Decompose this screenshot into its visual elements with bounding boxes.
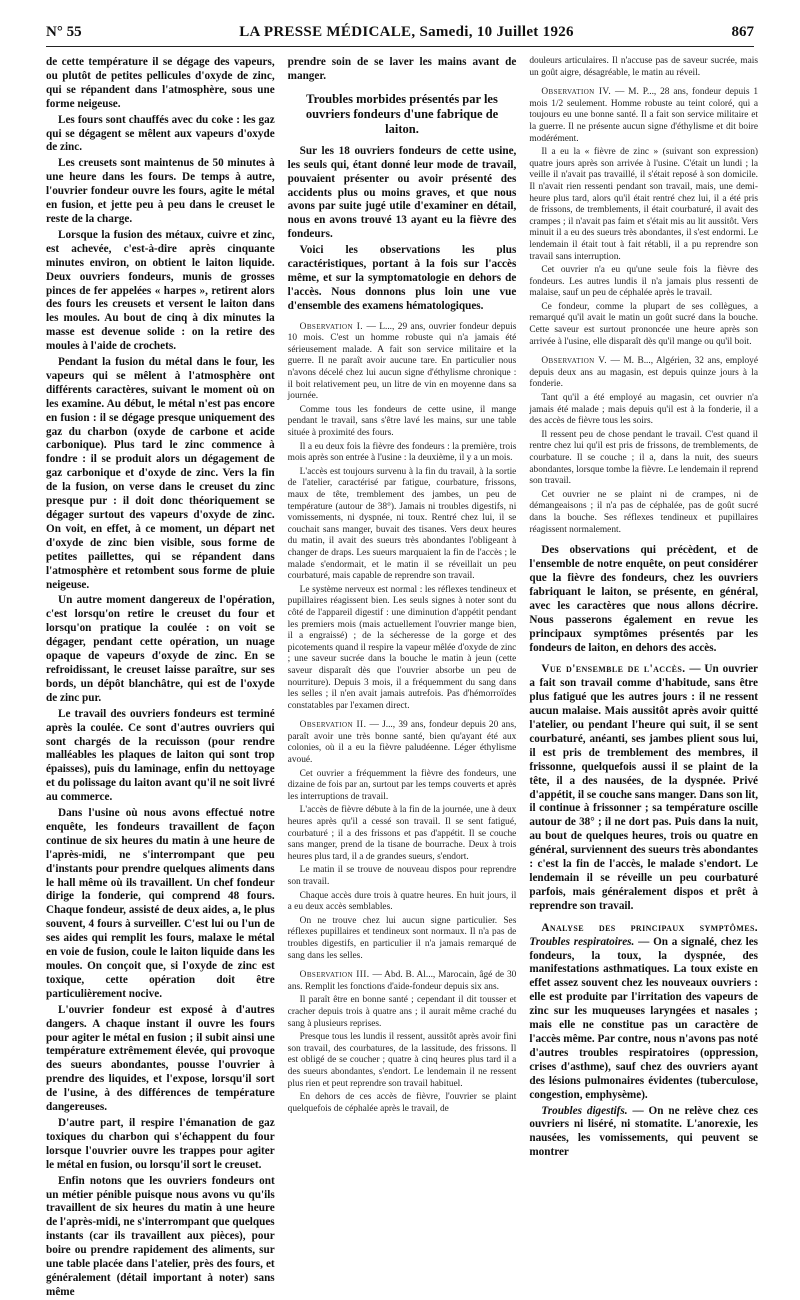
observation-lead: Observation V.: [541, 356, 608, 367]
small-paragraph: Tant qu'il a été employé au magasin, cet ouvrier n'a jamais été malade ; mais depuis qu'il est à la fonderie, il a des accès de fièvre tous les soirs.: [529, 393, 759, 427]
small-paragraph: Presque tous les lundis il ressent, aussitôt après avoir fini son travail, des courbatures, de la lassitude, des frissons. Il est obligé de se coucher ; quatre à cinq heures plus tard il a des sueurs abondantes, s'endort. Le lendemain il ne ressent plus rien et peut reprendre son travail habituel.: [287, 1032, 517, 1089]
paragraph: Le travail des ouvriers fondeurs est terminé après la coulée. Ce sont d'autres ouvriers qui sont chargés de la recuisson (pour rendre malléables les plaques de laiton qui sont trop épaisses), puis du laminage, enfin du nettoyage et du polissage du laiton avant qu'il ne soit livré au commerce.: [46, 707, 275, 804]
section-lead: Analyse des principaux symptômes.: [541, 921, 759, 934]
paragraph: L'ouvrier fondeur est exposé à d'autres dangers. A chaque instant il ouvre les fours pour agiter le métal en fusion ; il subit ainsi une température extrêmement élevée, qui provoque des sueurs abondantes, pousse l'ouvrier à prendre des liquides, et l'expose, lorsqu'il sort de l'usine, à des différences de température dangereuses.: [46, 1003, 275, 1114]
small-paragraph: Le système nerveux est normal : les réflexes tendineux et pupillaires réagissent bien. Les seuls signes à noter sont du côté de l'appareil digestif : une diminution d'appétit pendant les premiers mois (mais actuellement l'ouvrier mange bien, il a engraissé) ; de la sécheresse de la gorge et des picotements quand il respire la vapeur mêlée d'oxyde de zinc ; une saveur sucrée dans la bouche le matin à jeun (cette saveur disparaît dès que l'ouvrier absorbe un peu de nourriture). Depuis 3 mois, il a fréquemment du sang dans les selles ; il n'en avait jamais autrefois. Pas d'hémorroïdes constatables par l'examen direct.: [287, 584, 517, 711]
subheading: Troubles digestifs.: [541, 1104, 628, 1117]
observation-lead: Observation II.: [299, 720, 367, 731]
column-3: [529, 56, 759, 1159]
small-paragraph: Cet ouvrier n'a eu qu'une seule fois la fièvre des fondeurs. Les autres lundis il n'a jamais plus ressenti de malaise, sauf un peu de céphalée après le travail.: [529, 265, 759, 299]
paragraph-respiratory: Analyse des principaux symptômes. Troubles respiratoires. — On a signalé, chez les fondeurs, la toux, la dyspnée, des manifestations asthmatiques. La toux existe en effet assez souvent chez les nouveaux ouvriers : elle est produite par l'irritation des vapeurs de zinc sur les muqueuses laryngées et nasales ; mais elle ne constitue pas un caractère de l'accès même. Par contre, nous n'avons pas noté d'autres troubles respiratoires (oppression, crises d'asthme), sauf chez des ouvriers ayant des lésions pulmonaires évidentes (tuberculose, congestion, emphysème).: [529, 921, 759, 1101]
small-paragraph: Il a eu deux fois la fièvre des fondeurs : la première, trois mois après son entrée à l'usine : la deuxième, il y a un mois.: [287, 441, 517, 464]
observation-lead: Observation IV.: [541, 87, 612, 98]
small-paragraph: On ne trouve chez lui aucun signe particulier. Ses réflexes pupillaires et tendineux sont normaux. Il n'a pas de troubles digestifs, en particulier il n'a jamais remarqué de sang dans les selles.: [287, 915, 517, 961]
subheading: Troubles respiratoires.: [529, 935, 635, 948]
small-paragraph: Chaque accès dure trois à quatre heures. En huit jours, il a eu deux accès semblables.: [287, 890, 517, 913]
observation-lead: Observation I.: [299, 321, 364, 332]
small-paragraph: L'accès est toujours survenu à la fin du travail, à la sortie de l'atelier, caractérisé par fatigue, courbature, frissons, maux de tête, tremblement des jambes, un peu de température (autour de 38°). Jamais ni troubles digestifs, ni vomissements, ni dyspnée, ni toux. Rentré chez lui, il se couchait sans manger, buvait des tisanes. Vers deux heures du matin, il avait des sueurs très abondantes l'obligeant à changer de draps. Les sueurs marquaient la fin de l'accès ; le malade s'endormait, et le matin il se réveillait un peu courbaturé, mais capable de reprendre son travail.: [287, 466, 517, 582]
section-lead: Vue d'ensemble de l'accès.: [541, 663, 686, 676]
paragraph: Lorsque la fusion des métaux, cuivre et zinc, est achevée, c'est-à-dire après cinquante minutes environ, on obtient le laiton liquide. Deux ouvriers fondeurs, munis de grosses pinces de fer appelées « harpes », retirent alors des fours les creusets et versent le laiton dans les moules. Au bout de cinq à dix minutes la masse est devenue solide : on la retire des moules à l'aide de crochets.: [46, 228, 275, 353]
paragraph: Des observations qui précèdent, et de l'ensemble de notre enquête, on peut considérer que la fièvre des fondeurs, chez les ouvriers fabriquant le laiton, se présente, en général, avec les caractères que nous allons décrire. Nous passerons également en revue les principaux symptômes présentés par les fondeurs de laiton, en dehors des accès.: [529, 544, 759, 654]
observation-lead: Observation III.: [299, 970, 370, 981]
observation-4: Observation IV. — M. P..., 28 ans, fondeur depuis 1 mois 1/2 seulement. Homme robuste au teint coloré, qui a toujours eu une bonne santé. Il a fait son service militaire et la guerre. Il ne présente aucun signe d'éthylisme et dit boire modérément.: [529, 87, 759, 144]
paragraph: Sur les 18 ouvriers fondeurs de cette usine, les seuls qui, étant donné leur mode de travail, pouvaient présenter ou avoir présenté des accidents plus ou moins graves, et que nous avons par suite jugé utile d'examiner en détail, nous en avons trouvé 13 ayant eu la fièvre des fondeurs.: [287, 144, 517, 241]
column-2: [287, 56, 517, 1114]
small-paragraph: Ce fondeur, comme la plupart de ses collègues, a remarqué qu'il avait le matin un goût sucré dans la bouche. Cette saveur est surtout prononcée une heure après son arrivée à l'usine, elle disparaît dès qu'il mange ou qu'il boit.: [529, 301, 759, 347]
small-paragraph: Le matin il se trouve de nouveau dispos pour reprendre son travail.: [287, 865, 517, 887]
paragraph: Un autre moment dangereux de l'opération, c'est lorsqu'on retire le creuset du four et lorsqu'on pratique la coulée : on voit se dégager, pendant cette opération, un nuage opaque de vapeurs d'oxyde de zinc. En se refroidissant, le creuset laisse paraître, sur ses bords, un dépôt blanchâtre, qui est de l'oxyde de zinc pur.: [46, 594, 275, 704]
small-paragraph: L'accès de fièvre débute à la fin de la journée, une à deux heures après qu'il a cessé son travail. Il se sent fatigué, courbaturé ; il a des frissons et pas d'appétit. Il se couche sans manger, prend de la tisane de bourrache. Deux à trois heures plus tard, il a de grandes sueurs, s'endort.: [287, 805, 517, 862]
paragraph: Enfin notons que les ouvriers fondeurs ont un métier pénible puisque nous avons vu qu'ils travaillent de six heures du matin à une heure de l'après-midi, ne s'interrompant que quelques instants (car ils travaillent aux pièces), pour boire ou prendre rapidement des aliments, sur une table placée dans l'atelier, près des fours, et généralement (détail important à noter) sans même: [46, 1174, 275, 1298]
small-paragraph: Comme tous les fondeurs de cette usine, il mange pendant le travail, sans s'être lavé les mains, sur une table située à proximité des fours.: [287, 404, 517, 439]
paragraph: D'autre part, il respire l'émanation de gaz toxiques du charbon qui s'échappent du four lorsque l'ouvrier ouvre les trappes pour agiter le métal en fusion, ou lorsqu'il sort le creuset.: [46, 1116, 275, 1171]
paragraph: Les fours sont chauffés avec du coke : les gaz qui se dégagent se mêlent aux vapeurs d'oxyde de zinc.: [46, 113, 275, 154]
section-heading: Troubles morbides présentés par les ouvriers fondeurs d'une fabrique de laiton.: [305, 91, 499, 136]
paragraph-overview: Vue d'ensemble de l'accès. — Un ouvrier a fait son travail comme d'habitude, sans être plus fatigué que les autres jours : il ne ressent aucun malaise. Mais aussitôt après avoir quitté l'atelier, ou pendant l'heure qui suit, il se sent courbaturé, anéanti, ses jambes plient sous lui, il est pris de tremblement des membres, il frissonne, quelquefois aussi il se plaint de la tête, il a des nausées, de la dyspnée. Privé d'appétit, il se couche sans manger. Dans son lit, il continue à frissonner ; sa température oscille autour de 38° ; il ne dort pas. Puis dans la nuit, au bout de quelques heures, trois ou quatre en général, surviennent des sueurs très abondantes : c'est la fin de l'accès, le malade s'endort. Le lendemain il se réveille un peu courbaturé parfois, mais généralement dispos et prêt à reprendre son travail.: [529, 663, 759, 912]
small-paragraph: Cet ouvrier ne se plaint ni de crampes, ni de démangeaisons ; il n'a pas de céphalée, pas de goût sucré dans la bouche. Ses réflexes tendineux et pupillaires réagissent normalement.: [529, 489, 759, 535]
observation-5: Observation V. — M. B..., Algérien, 32 ans, employé depuis deux ans au magasin, est depuis quinze jours à la fonderie.: [529, 356, 759, 390]
paragraph: de cette température il se dégage des vapeurs, ou plutôt de petites pellicules d'oxyde de zinc, qui se répandent dans l'atmosphère, sous une forme neigeuse.: [46, 56, 275, 110]
paragraph: Dans l'usine où nous avons effectué notre enquête, les fondeurs travaillent de façon continue de six heures du matin à une heure de l'après-midi, ne s'interrompant que peu d'instants pour prendre quelques aliments dans le hall même où ils travaillent. Un chef fondeur dirige la fonderie, qui comprend 48 fours. Chaque fondeur, assisté de deux aides, a, le plus souvent, 4 fours à surveiller. C'est lui ou l'un de ses aides qui remplit les fours, malaxe le métal en voie de fusion, coule le laiton liquide dans les moules. On conçoit que, si l'oxyde de zinc est toxique, cette opération doit être particulièrement nocive.: [46, 807, 275, 1000]
observation-3: Observation III. — Abd. B. Al..., Marocain, âgé de 30 ans. Remplit les fonctions d'aide-fondeur depuis six ans.: [287, 970, 517, 992]
small-paragraph: En dehors de ces accès de fièvre, l'ouvrier se plaint quelquefois de céphalée après le travail, de: [287, 1092, 517, 1114]
paragraph: Voici les observations les plus caractéristiques, portant à la fois sur l'accès même, et sur la symptomatologie en dehors de l'accès. Nous donnons plus loin une vue d'ensemble des examens hématologiques.: [287, 244, 517, 312]
header-rule: [46, 46, 754, 47]
paragraph: Les creusets sont maintenus de 50 minutes à une heure dans les fours. De temps à autre, l'ouvrier fondeur ouvre les fours, agite le métal en fusion, et jette peu à peu dans le creuset le reste de la charge.: [46, 157, 275, 225]
paragraph-digestive: Troubles digestifs. — On ne relève chez ces ouvriers ni liséré, ni stomatite. L'anorexie, les nausées, les vomissements, qui peuvent se montrer: [529, 1104, 759, 1159]
page-header: [46, 24, 754, 44]
journal-title: LA PRESSE MÉDICALE, Samedi, 10 Juillet 1926: [239, 24, 574, 40]
article-columns: [46, 56, 759, 1298]
small-paragraph: Il a eu la « fièvre de zinc » (suivant son expression) quatre jours après son arrivée à l'usine. C'était un lundi ; la veille il n'avait pas travaillé, il s'était reposé à son domicile. Il n'avait rien ressenti pendant son travail, mais, une demi-heure plus tard, alors qu'il était rentré chez lui, il a été pris de frissons, de tremblements, il était courbaturé, il avait des crampes ; il n'avait pas faim et s'était mis au lit aussitôt. Vers minuit il a eu des sueurs très abondantes, il s'est endormi. Le lendemain il était tout à fait rétabli, il a pu reprendre son travail sans interruption.: [529, 147, 759, 262]
small-paragraph: Il ressent peu de chose pendant le travail. C'est quand il rentre chez lui qu'il est pris de frissons, de tremblements, de courbature. Il se couche ; il a, dans la nuit, des sueurs abondantes, lorsque tombe la fièvre. Le lendemain il reprend son travail.: [529, 429, 759, 487]
column-1: [46, 56, 275, 1298]
observation-1: Observation I. — L..., 29 ans, ouvrier fondeur depuis 10 mois. C'est un homme robuste qui n'a jamais été sérieusement malade. A fait son service militaire et la guerre. Il ne paraît avoir aucune tare. En particulier nous n'avons décelé chez lui aucun signe d'éthylisme chronique : il boit relativement peu, un litre de vin en moyenne dans sa journée.: [287, 321, 517, 402]
small-paragraph: douleurs articulaires. Il n'accuse pas de saveur sucrée, mais un goût aigre, désagréable, le matin au réveil.: [529, 56, 759, 78]
page-number: 867: [731, 24, 754, 40]
small-paragraph: Il paraît être en bonne santé ; cependant il dit tousser et cracher depuis trois à quatre ans ; il aurait même craché du sang à plusieurs reprises.: [287, 995, 517, 1029]
observation-2: Observation II. — J..., 39 ans, fondeur depuis 20 ans, paraît avoir une très bonne santé, bien qu'ayant été aux colonies, où il a eu la fièvre paludéenne. Léger éthylisme avoué.: [287, 720, 517, 766]
small-paragraph: Cet ouvrier a fréquemment la fièvre des fondeurs, une dizaine de fois par an, surtout par les temps couverts et après les interruptions de travail.: [287, 768, 517, 802]
paragraph: prendre soin de se laver les mains avant de manger.: [287, 56, 517, 82]
issue-number: N° 55: [46, 24, 82, 40]
paragraph: Pendant la fusion du métal dans le four, les vapeurs qui se mêlent à l'atmosphère ont différents caractères, suivant le moment où on les examine. Au début, le métal n'est pas encore en fusion : il se dégage presque uniquement des gaz du charbon (oxyde de carbone et acide carbonique). Plus tard le zinc commence à fondre : il se produit alors un dégagement de gaz carbonique et d'oxyde de zinc. Vers la fin de la fusion, on verse dans le creuset du zinc presque pur : il doit donc théoriquement se dégager surtout des vapeurs d'oxyde de zinc. On voit, en effet, à ce moment, un départ net d'oxyde de zinc bien visible, sous forme de petites paillettes, qui se répandent dans l'atmosphère et retombent sous forme de pluie neigeuse.: [46, 356, 275, 591]
